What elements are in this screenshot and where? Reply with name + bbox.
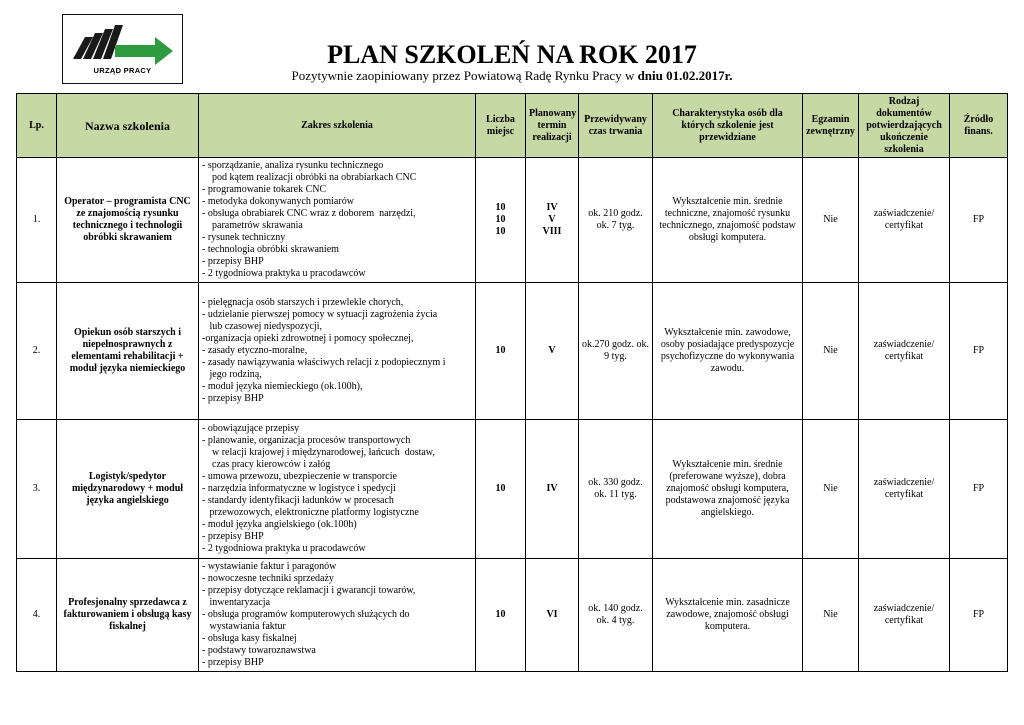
cell-liczba-line: 10 [495,609,506,620]
cell-nazwa: Opiekun osób starszych i niepełnosprawnych z elementami rehabilitacji + moduł języka niemieckiego [57,283,199,420]
cell-liczba [476,158,526,283]
cell-lp: 3. [17,420,57,559]
cell-zakres-line: - sporządzanie, analiza rysunku technicznego [202,160,384,171]
cell-zakres-line: - obsługa kasy fiskalnej [202,633,297,644]
cell-nazwa: Profesjonalny sprzedawca z fakturowaniem i obsługą kasy fiskalnej [57,559,199,672]
cell-zrodlo: FP [950,158,1008,283]
training-plan-table [16,93,1008,672]
cell-nazwa: Logistyk/spedytor międzynarodowy + moduł języka angielskiego [57,420,199,559]
cell-zakres-line: - narzędzia informatyczne w logistyce i spedycji [202,483,396,494]
cell-zakres-line: jego rodziną, [202,369,262,380]
header-dokumenty: Rodzaj dokumentów potwierdzających ukończenie szkolenia [859,94,950,158]
cell-zakres-line: - moduł języka angielskiego (ok.100h) [202,519,357,530]
cell-zakres-line: - obowiązujące przepisy [202,423,300,434]
cell-czas: ok. 210 godz. ok. 7 tyg. [579,158,653,283]
cell-termin-line: IV [546,483,558,494]
cell-zakres-line: - planowanie, organizacja procesów transportowych [202,435,411,446]
table-row [17,420,1008,559]
cell-zakres-line: - zasady etyczno-moralne, [202,345,308,356]
cell-egzamin: Nie [803,420,859,559]
cell-liczba [476,283,526,420]
cell-egzamin: Nie [803,158,859,283]
table-row [17,158,1008,283]
cell-liczba-line: 10 [495,483,506,494]
cell-egzamin: Nie [803,283,859,420]
subtitle-text: Pozytywnie zaopiniowany przez Powiatową Radę Rynku Pracy w [291,68,638,83]
table-row [17,559,1008,672]
cell-zakres-line: lub czasowej niedyspozycji, [202,321,322,332]
cell-zakres [199,420,476,559]
table-header-row [17,94,1008,158]
cell-zakres-line: - przepisy BHP [202,657,264,668]
cell-zakres-line: przewozowych, elektroniczne platformy logistyczne [202,507,419,518]
cell-termin-line: VIII [542,226,562,237]
cell-zakres-line: - 2 tygodniowa praktyka u pracodawców [202,543,366,554]
cell-zrodlo: FP [950,283,1008,420]
cell-termin [526,283,579,420]
cell-zakres-line: - przepisy BHP [202,531,264,542]
header-lp: Lp. [17,94,57,158]
cell-zakres-line: - obsługa obrabiarek CNC wraz z doborem narzędzi, [202,208,416,219]
cell-dokumenty: zaświadczenie/ certyfikat [859,420,950,559]
cell-zakres-line: - podstawy towaroznawstwa [202,645,316,656]
cell-zakres-line: - technologia obróbki skrawaniem [202,244,339,255]
cell-charakterystyka: Wykształcenie min. średnie (preferowane wyższe), dobra znajomość obsługi komputera, podstawowa znajomość języka angielskiego. [653,420,803,559]
cell-termin [526,420,579,559]
cell-czas: ok. 330 godz. ok. 11 tyg. [579,420,653,559]
cell-zakres-line: - metodyka dokonywanych pomiarów [202,196,354,207]
cell-zakres-line: wystawiania faktur [202,621,286,632]
cell-termin-line: VI [546,609,558,620]
cell-dokumenty: zaświadczenie/ certyfikat [859,158,950,283]
cell-charakterystyka: Wykształcenie min. zasadnicze zawodowe, znajomość obsługi komputera. [653,559,803,672]
cell-zakres-line: - obsługa programów komputerowych służących do [202,609,410,620]
header-nazwa: Nazwa szkolenia [57,94,199,158]
cell-czas: ok. 140 godz. ok. 4 tyg. [579,559,653,672]
header-termin: Planowany termin realizacji [526,94,579,158]
cell-zakres-line: parametrów skrawania [202,220,303,231]
cell-zakres-line: - programowanie tokarek CNC [202,184,327,195]
cell-zakres-line: w relacji krajowej i międzynarodowej, łańcuch dostaw, [202,447,435,458]
cell-zakres-line: - zasady nawiązywania właściwych relacji z podopiecznym i [202,357,446,368]
cell-egzamin: Nie [803,559,859,672]
cell-liczba-line: 10 [495,226,506,237]
cell-termin [526,158,579,283]
cell-termin-line: IV [546,202,558,213]
cell-czas: ok.270 godz. ok. 9 tyg. [579,283,653,420]
cell-zakres-line: pod kątem realizacji obróbki na obrabiarkach CNC [202,172,417,183]
cell-zakres-line: - rysunek techniczny [202,232,286,243]
logo-caption: URZĄD PRACY [93,66,152,75]
header-liczba: Liczba miejsc [476,94,526,158]
header-zrodlo: Źródło finans. [950,94,1008,158]
cell-zakres [199,158,476,283]
cell-liczba [476,420,526,559]
cell-zakres [199,283,476,420]
subtitle-date: dniu 01.02.2017r. [637,68,733,83]
cell-liczba-line: 10 [495,214,506,225]
cell-liczba-line: 10 [495,345,506,356]
cell-nazwa: Operator – programista CNC ze znajomością rysunku technicznego i technologii obróbki skrawaniem [57,158,199,283]
cell-zakres-line: -organizacja opieki zdrowotnej i pomocy społecznej, [202,333,414,344]
cell-zrodlo: FP [950,420,1008,559]
cell-lp: 4. [17,559,57,672]
cell-lp: 2. [17,283,57,420]
cell-dokumenty: zaświadczenie/ certyfikat [859,283,950,420]
cell-zrodlo: FP [950,559,1008,672]
cell-termin-line: V [548,345,556,356]
cell-liczba [476,559,526,672]
cell-dokumenty: zaświadczenie/ certyfikat [859,559,950,672]
cell-zakres-line: - wystawianie faktur i paragonów [202,561,337,572]
cell-lp: 1. [17,158,57,283]
cell-zakres-line: inwentaryzacja [202,597,271,608]
cell-zakres-line: - umowa przewozu, ubezpieczenie w transporcie [202,471,397,482]
table-row [17,283,1008,420]
page-subtitle [200,68,824,83]
urzad-pracy-logo [62,14,183,84]
cell-zakres [199,559,476,672]
cell-zakres-line: - pielęgnacja osób starszych i przewlekle chorych, [202,297,404,308]
cell-charakterystyka: Wykształcenie min. średnie techniczne, znajomość rysunku technicznego, znajomość podstaw obsługi komputera. [653,158,803,283]
cell-zakres-line: - udzielanie pierwszej pomocy w sytuacji zagrożenia życia [202,309,438,320]
cell-zakres-line: - przepisy BHP [202,256,264,267]
cell-zakres-line: - nowoczesne techniki sprzedaży [202,573,334,584]
cell-termin-line: V [548,214,556,225]
cell-zakres-line: - 2 tygodniowa praktyka u pracodawców [202,268,366,279]
page-title: PLAN SZKOLEŃ NA ROK 2017 [327,40,697,69]
cell-charakterystyka: Wykształcenie min. zawodowe, osoby posiadające predyspozycje psychofizyczne do wykonywania zawodu. [653,283,803,420]
cell-termin [526,559,579,672]
header-charakterystyka: Charakterystyka osób dla których szkolenie jest przewidziane [653,94,803,158]
cell-zakres-line: - przepisy dotyczące reklamacji i gwarancji towarów, [202,585,416,596]
header-zakres: Zakres szkolenia [199,94,476,158]
header-egzamin: Egzamin zewnętrzny [803,94,859,158]
header-czas: Przewidywany czas trwania [579,94,653,158]
cell-zakres-line: - przepisy BHP [202,393,264,404]
cell-zakres-line: - moduł języka niemieckiego (ok.100h), [202,381,363,392]
cell-zakres-line: czas pracy kierowców i załóg [202,459,331,470]
cell-zakres-line: - standardy identyfikacji ładunków w procesach [202,495,394,506]
cell-liczba-line: 10 [495,202,506,213]
